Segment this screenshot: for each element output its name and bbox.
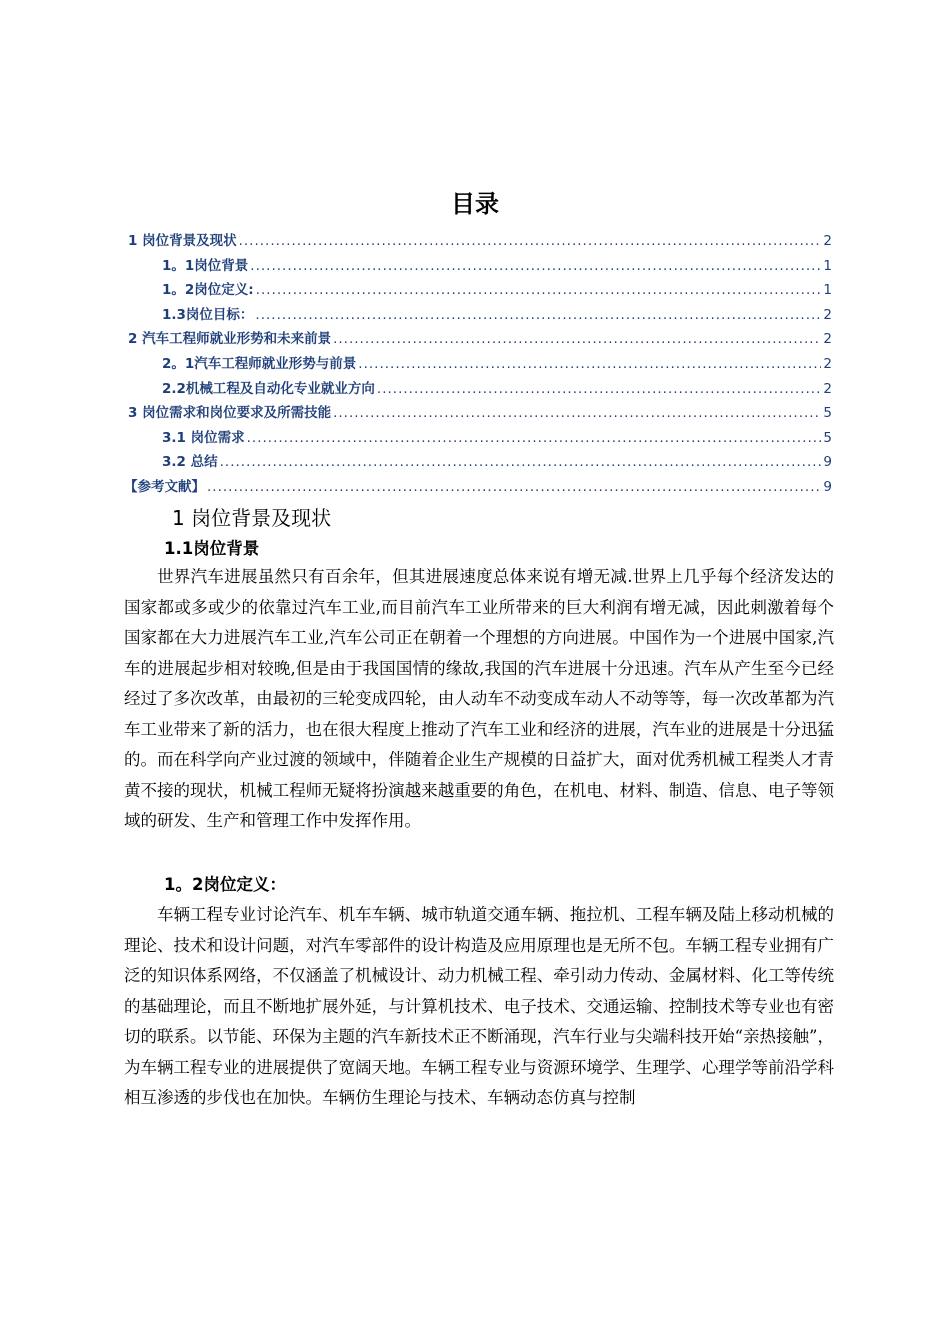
toc-entry-label: 1 岗位背景及现状 xyxy=(128,233,237,249)
toc-entry-label: 3.1 岗位需求 xyxy=(162,429,245,446)
toc-entry-2-2[interactable] xyxy=(124,377,832,402)
toc-entry-page: 1 xyxy=(823,282,832,299)
toc-entry-label: 2.2机械工程及自动化专业就业方向 xyxy=(162,380,375,397)
toc-leader-dots xyxy=(256,282,822,298)
toc-entry-label: 2 汽车工程师就业形势和未来前景 xyxy=(128,331,332,348)
toc-entry-page: 1 xyxy=(823,257,832,274)
toc-leader-dots xyxy=(250,258,821,274)
toc-entry-1[interactable] xyxy=(124,229,832,254)
subsection-heading: 1.1岗位背景 xyxy=(164,539,260,558)
toc-leader-dots xyxy=(377,381,821,397)
toc-leader-dots xyxy=(333,405,821,421)
toc-entry-page: 2 xyxy=(823,380,832,397)
toc-title: 目录 xyxy=(451,190,499,218)
toc-leader-dots xyxy=(220,454,822,470)
section-heading: 1 岗位背景及现状 xyxy=(172,506,332,530)
toc-leader-dots xyxy=(207,479,821,495)
toc-entry-label: 1.3岗位目标： xyxy=(162,306,254,323)
toc-entry-label: 【参考文献】 xyxy=(124,478,205,495)
toc-entry-3[interactable] xyxy=(124,401,832,426)
body-paragraph: 世界汽车进展虽然只有百余年，但其进展速度总体来说有增无减.世界上几乎每个经济发达的国家都或多或少的依靠过汽车工业,而目前汽车工业所带来的巨大利润有增无减，因此刺激着每个国家都在大力进展汽车工业,汽车公司正在朝着一个理想的方向进展。中国作为一个进展中国家,汽车的进展起步相对较晚,但是由于我国国情的缘故,我国的汽车进展十分迅速。汽车从产生至今已经经过了多次改革，由最初的三轮变成四轮，由人动车不动变成车动人不动等等，每一次改革都为汽车工业带来了新的活力，也在很大程度上推动了汽车工业和经济的进展，汽车业的进展是十分迅猛的。而在科学向产业过渡的领域中，伴随着企业生产规模的日益扩大，面对优秀机械工程类人才青黄不接的现状，机械工程师无疑将扮演越来越重要的角色，在机电、材料、制造、信息、电子等领域的研发、生产和管理工作中发挥作用。 xyxy=(124,567,834,830)
toc-leader-dots xyxy=(255,307,821,323)
toc-entry-label: 3.2 总结 xyxy=(162,454,218,471)
toc-entry-2[interactable] xyxy=(124,327,832,352)
toc-entry-label: 1。1岗位背景 xyxy=(162,257,249,274)
toc-entry-page: 9 xyxy=(823,454,832,471)
toc-leader-dots xyxy=(333,331,821,347)
toc-entry-page: 5 xyxy=(823,405,832,422)
subsection-heading: 1。2岗位定义： xyxy=(164,875,286,894)
toc-entry-page: 2 xyxy=(823,331,832,348)
toc-entry-references[interactable] xyxy=(124,475,832,500)
table-of-contents xyxy=(124,229,832,500)
toc-entry-page: 5 xyxy=(823,429,832,446)
toc-entry-page: 9 xyxy=(823,478,832,495)
toc-entry-page: 2 xyxy=(823,306,832,323)
toc-leader-dots xyxy=(358,356,821,372)
toc-entry-1-2[interactable] xyxy=(124,278,832,303)
toc-entry-page: 2 xyxy=(823,233,832,249)
toc-entry-3-1[interactable] xyxy=(124,426,832,451)
toc-entry-page: 2 xyxy=(823,355,832,372)
body-paragraph: 车辆工程专业讨论汽车、机车车辆、城市轨道交通车辆、拖拉机、工程车辆及陆上移动机械的理论、技术和设计问题，对汽车零部件的设计构造及应用原理也是无所不包。车辆工程专业拥有广泛的知识体系网络，不仅涵盖了机械设计、动力机械工程、牵引动力传动、金属材料、化工等传统的基础理论，而且不断地扩展外延，与计算机技术、电子技术、交通运输、控制技术等专业也有密切的联系。以节能、环保为主题的汽车新技术正不断涌现，汽车行业与尖端科技开始“亲热接触”，为车辆工程专业的进展提供了宽阔天地。车辆工程专业与资源环境学、生理学、心理学等前沿学科相互渗透的步伐也在加快。车辆仿生理论与技术、车辆动态仿真与控制 xyxy=(124,905,834,1107)
toc-entry-2-1[interactable] xyxy=(124,352,832,377)
toc-entry-label: 3 岗位需求和岗位要求及所需技能 xyxy=(128,405,332,422)
toc-entry-label: 2。1汽车工程师就业形势与前景 xyxy=(162,355,357,372)
toc-leader-dots xyxy=(247,430,822,446)
toc-leader-dots xyxy=(239,233,822,249)
toc-entry-1-3[interactable] xyxy=(124,303,832,328)
toc-entry-3-2[interactable] xyxy=(124,450,832,475)
toc-entry-1-1[interactable] xyxy=(124,254,832,279)
toc-entry-label: 1。2岗位定义: xyxy=(162,282,254,299)
